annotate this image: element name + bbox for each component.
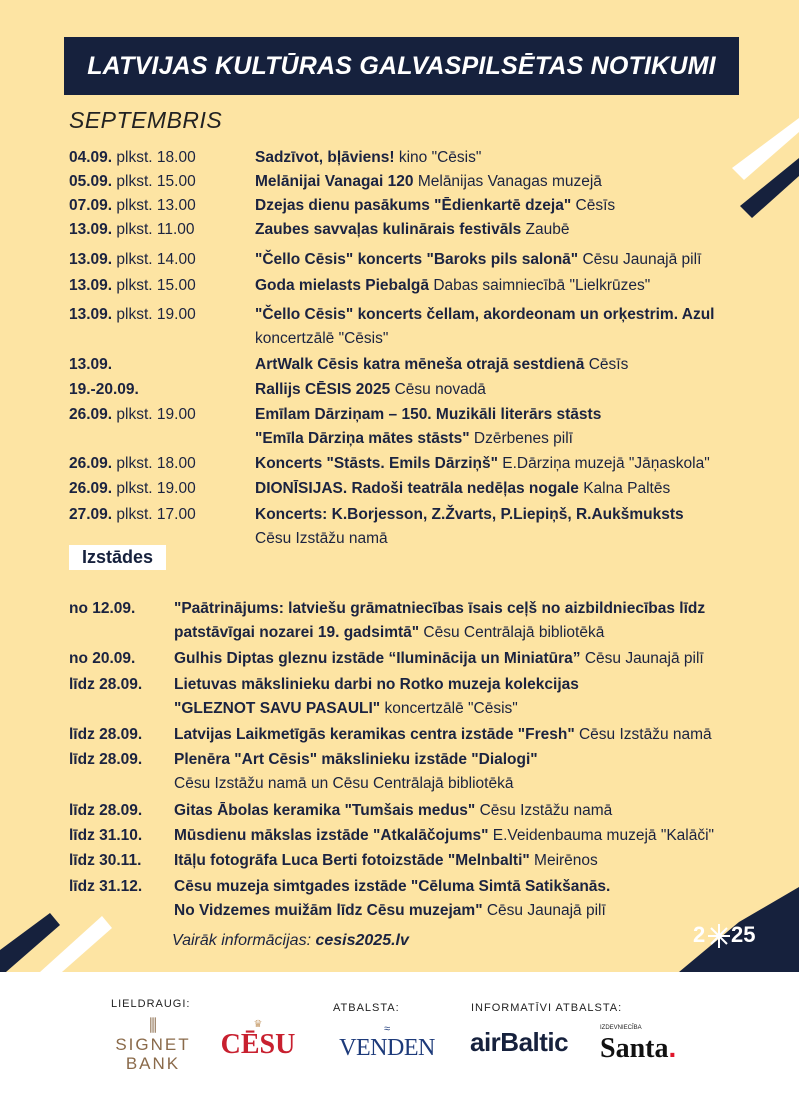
exhibition-name: Mūsdienu mākslas izstāde "Atkalāčojums" <box>174 827 489 844</box>
more-info <box>172 932 409 950</box>
exhibition-venue: Meirēnos <box>529 852 598 869</box>
event-venue-cont: koncertzālē "Cēsis" <box>255 330 389 347</box>
exhibition-date <box>69 849 141 873</box>
event-title <box>255 452 710 476</box>
event-name: Dzejas dienu pasākums "Ēdienkartē dzeja" <box>255 197 572 214</box>
event-time: plkst. 14.00 <box>116 251 196 268</box>
event-date-value: 13.09. <box>69 251 113 268</box>
label-supported-by: ATBALSTA: <box>333 1002 400 1014</box>
sponsors-bar <box>0 972 799 1103</box>
cesis-2025-logo <box>649 882 799 972</box>
cesu-name: CĒSU <box>220 1029 296 1060</box>
event-date-value: 13.09. <box>69 356 113 373</box>
event-name: Emīlam Dārziņam – 150. Muzikāli literārs stāsts <box>255 406 602 423</box>
event-date-value: 26.09. <box>69 455 113 472</box>
exhibition-date-value: līdz 30.11. <box>69 852 142 869</box>
event-time: plkst. 15.00 <box>116 277 196 294</box>
event-date-value: 05.09. <box>69 173 113 190</box>
page-title: LATVIJAS KULTŪRAS GALVASPILSĒTAS NOTIKUMI <box>87 51 716 80</box>
exhibition-name: Gulhis Diptas gleznu izstāde “Iluminācija un Miniatūra” <box>174 650 581 667</box>
exhibition-title <box>174 673 579 721</box>
event-title <box>255 403 601 451</box>
exhibition-venue: Cēsu Izstāžu namā <box>574 726 712 743</box>
exhibition-venue-cont: Cēsu Centrālajā bibliotēkā <box>419 624 605 641</box>
exhibition-venue-cont: Cēsu Izstāžu namā un Cēsu Centrālajā bibliotēkā <box>174 775 514 792</box>
event-time: plkst. 18.00 <box>116 149 196 166</box>
event-venue: Cēsu novadā <box>390 381 486 398</box>
event-name-cont: "Emīla Dārziņa mātes stāsts" <box>255 430 470 447</box>
event-title <box>255 353 628 377</box>
event-name: Sadzīvot, bļāviens! <box>255 149 395 166</box>
exhibition-title <box>174 849 598 873</box>
exhibition-date-value: no 20.09. <box>69 650 136 667</box>
stripes-decoration-bottom <box>0 895 120 972</box>
event-venue-cont: Dzērbenes pilī <box>469 430 573 447</box>
santa-dot-icon: . <box>668 1032 677 1063</box>
svg-text:2: 2 <box>693 922 706 947</box>
event-name: Koncerts: K.Borjesson, Z.Žvarts, P.Liepiņš, R.Aukšmuksts <box>255 506 684 523</box>
exhibition-title <box>174 799 612 823</box>
more-info-label: Vairāk informācijas: <box>172 932 312 949</box>
event-date <box>69 218 195 242</box>
exhibition-name: Lietuvas mākslinieku darbi no Rotko muzeja kolekcijas <box>174 676 579 693</box>
event-venue: Cēsu Jaunajā pilī <box>578 251 702 268</box>
event-name: "Čello Cēsis" koncerts "Baroks pils salonā" <box>255 251 579 268</box>
event-date-value: 26.09. <box>69 480 113 497</box>
exhibition-date <box>69 597 135 621</box>
event-venue-cont: Cēsu Izstāžu namā <box>255 530 388 547</box>
title-bar <box>64 37 739 95</box>
exhibition-date-value: līdz 31.12. <box>69 878 143 895</box>
event-title <box>255 378 486 402</box>
svg-text:25: 25 <box>731 922 756 947</box>
exhibition-date-value: līdz 28.09. <box>69 676 143 693</box>
event-name: ArtWalk Cēsis katra mēneša otrajā sestdienā <box>255 356 585 373</box>
crown-icon: ♛ <box>253 1019 263 1030</box>
event-name: Goda mielasts Piebalgā <box>255 277 430 294</box>
event-date <box>69 452 196 476</box>
event-time: plkst. 19.00 <box>116 480 196 497</box>
event-date-value: 07.09. <box>69 197 113 214</box>
exhibition-venue: Cēsu Izstāžu namā <box>475 802 613 819</box>
event-time: plkst. 13.00 <box>116 197 196 214</box>
month-heading: SEPTEMBRIS <box>69 107 223 133</box>
event-date <box>69 170 196 194</box>
exhibition-date-value: līdz 28.09. <box>69 802 143 819</box>
venden-wave-icon: ≈ <box>383 1023 391 1035</box>
event-venue: Melānijas Vanagas muzejā <box>413 173 602 190</box>
exhibition-name: Itāļu fotogrāfa Luca Berti fotoizstāde "Melnbalti" <box>174 852 530 869</box>
stripes-decoration-top <box>720 110 799 220</box>
exhibition-name: Gitas Ābolas keramika "Tumšais medus" <box>174 802 476 819</box>
event-name: Zaubes savvaļas kulinārais festivāls <box>255 221 522 238</box>
event-title <box>255 248 701 272</box>
exhibition-venue: E.Veidenbauma muzejā "Kalāči" <box>488 827 715 844</box>
exhibition-name-cont: "GLEZNOT SAVU PASAULI" <box>174 700 381 717</box>
exhibition-title <box>174 748 538 796</box>
exhibition-venue: Cēsu Jaunajā pilī <box>580 650 704 667</box>
event-time: plkst. 19.00 <box>116 306 196 323</box>
event-date <box>69 194 196 218</box>
airbaltic-logo: airBaltic <box>470 1027 569 1057</box>
more-info-link[interactable]: cesis2025.lv <box>315 932 409 949</box>
santa-publisher-label: IZDEVNIECĪBA <box>600 1025 642 1031</box>
event-date <box>69 378 139 402</box>
event-name: "Čello Cēsis" koncerts čellam, akordeonam un orķestrim. Azul <box>255 306 715 323</box>
exhibition-date-value: no 12.09. <box>69 600 136 617</box>
signet-name: SIGNET <box>115 1035 191 1054</box>
event-date-value: 13.09. <box>69 306 113 323</box>
event-date <box>69 477 196 501</box>
exhibition-date <box>69 748 142 772</box>
venden-name: VENDEN <box>339 1035 435 1061</box>
event-venue: Cēsīs <box>584 356 629 373</box>
event-name: DIONĪSIJAS. Radoši teatrāla nedēļas nogale <box>255 480 579 497</box>
event-name: Rallijs CĒSIS 2025 <box>255 381 391 398</box>
event-date <box>69 274 196 298</box>
event-title <box>255 503 684 551</box>
signet-icon: ⫼ <box>149 1016 157 1035</box>
exhibition-name-cont: patstāvīgai nozarei 19. gadsimtā" <box>174 624 420 641</box>
cesu-logo <box>218 1020 298 1060</box>
event-date-value: 19.-20.09. <box>69 381 139 398</box>
event-venue: kino "Cēsis" <box>394 149 482 166</box>
exhibition-venue-cont: koncertzālē "Cēsis" <box>380 700 518 717</box>
event-title <box>255 274 650 298</box>
event-venue: Dabas saimniecībā "Lielkrūzes" <box>429 277 651 294</box>
event-title <box>255 218 570 242</box>
exhibition-date-value: līdz 28.09. <box>69 751 143 768</box>
label-info-support: INFORMATĪVI ATBALSTA: <box>471 1002 623 1014</box>
exhibition-date <box>69 824 142 848</box>
event-title <box>255 303 714 351</box>
santa-logo <box>600 1024 676 1064</box>
exhibition-date-value: līdz 31.10. <box>69 827 143 844</box>
event-date <box>69 146 196 170</box>
event-name: Koncerts "Stāsts. Emils Dārziņš" <box>255 455 498 472</box>
exhibition-name: Cēsu muzeja simtgades izstāde "Cēluma Simtā Satikšanās. <box>174 878 611 895</box>
event-time: plkst. 17.00 <box>116 506 196 523</box>
event-date <box>69 353 112 377</box>
event-date-value: 13.09. <box>69 277 113 294</box>
event-venue: Zaubē <box>521 221 570 238</box>
exhibition-name: "Paātrinājums: latviešu grāmatniecības īsais ceļš no aizbildniecības līdz <box>174 600 706 617</box>
event-time: plkst. 18.00 <box>116 455 196 472</box>
exhibition-title <box>174 875 610 923</box>
signet-bank-word: BANK <box>125 1054 181 1073</box>
exhibition-venue-cont: Cēsu Jaunajā pilī <box>482 902 606 919</box>
exhibition-title <box>174 723 712 747</box>
signet-bank-logo <box>108 1017 198 1073</box>
event-title <box>255 146 481 170</box>
exhibition-date-value: līdz 28.09. <box>69 726 143 743</box>
event-time: plkst. 11.00 <box>116 221 195 238</box>
exhibition-title <box>174 824 714 848</box>
label-main-friends: LIELDRAUGI: <box>111 998 191 1010</box>
event-date-value: 27.09. <box>69 506 113 523</box>
exhibition-date <box>69 723 142 747</box>
event-date-value: 13.09. <box>69 221 113 238</box>
event-date-value: 26.09. <box>69 406 113 423</box>
exhibition-date <box>69 673 142 697</box>
event-date <box>69 303 196 327</box>
event-date <box>69 403 196 427</box>
exhibition-title <box>174 647 704 671</box>
event-date <box>69 503 196 527</box>
event-title <box>255 170 602 194</box>
event-venue: Cēsīs <box>571 197 616 214</box>
event-date <box>69 248 196 272</box>
exhibition-name-cont: No Vidzemes muižām līdz Cēsu muzejam" <box>174 902 483 919</box>
event-title <box>255 477 670 501</box>
exhibition-date <box>69 799 142 823</box>
event-venue: E.Dārziņa muzejā "Jāņaskola" <box>497 455 710 472</box>
event-name: Melānijai Vanagai 120 <box>255 173 414 190</box>
venden-logo <box>332 1024 442 1062</box>
exhibitions-heading: Izstādes <box>69 545 166 570</box>
exhibition-name: Latvijas Laikmetīgās keramikas centra izstāde "Fresh" <box>174 726 575 743</box>
exhibition-date <box>69 647 135 671</box>
event-time: plkst. 19.00 <box>116 406 196 423</box>
santa-name: Santa <box>600 1033 669 1064</box>
event-time: plkst. 15.00 <box>116 173 196 190</box>
exhibition-title <box>174 597 705 645</box>
event-title <box>255 194 615 218</box>
event-venue: Kalna Paltēs <box>578 480 671 497</box>
exhibition-name: Plenēra "Art Cēsis" mākslinieku izstāde "Dialogi" <box>174 751 538 768</box>
event-date-value: 04.09. <box>69 149 113 166</box>
